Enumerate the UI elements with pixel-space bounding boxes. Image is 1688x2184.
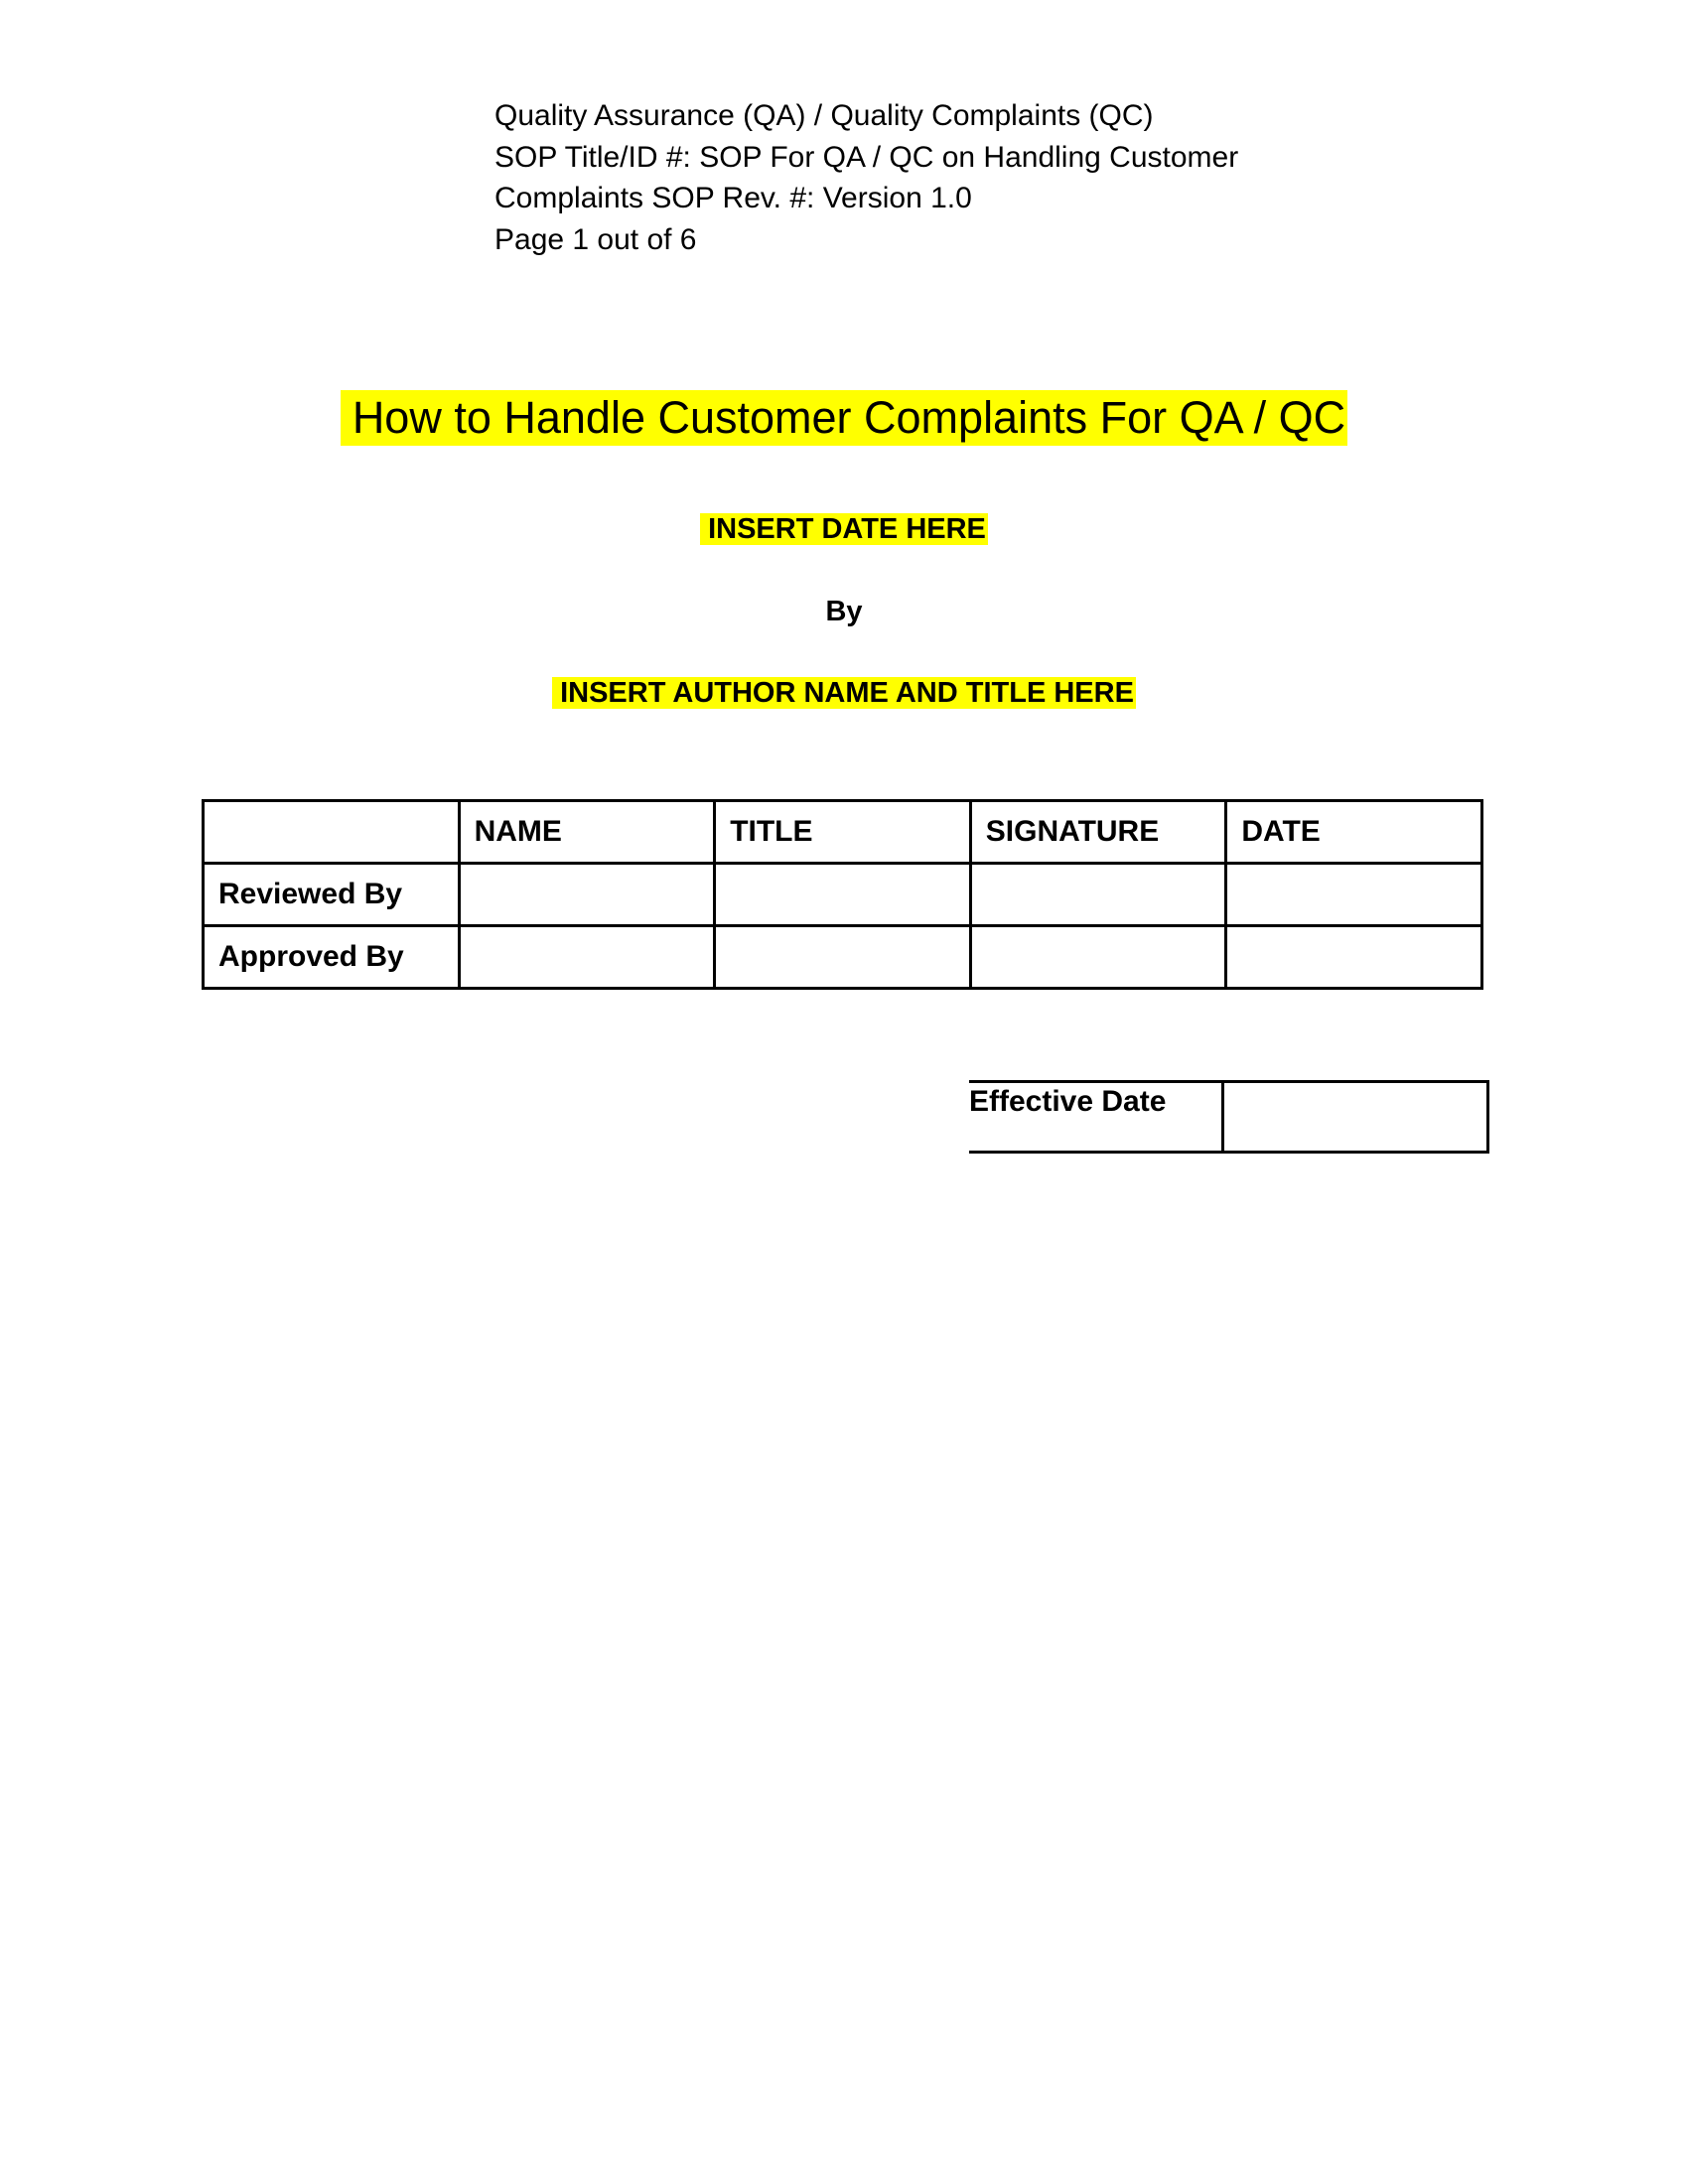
table-row-approved xyxy=(204,926,1482,989)
reviewed-date-cell[interactable] xyxy=(1226,864,1482,926)
author-placeholder[interactable]: INSERT AUTHOR NAME AND TITLE HERE xyxy=(552,677,1136,709)
by-label: By xyxy=(825,596,863,627)
approved-title-cell[interactable] xyxy=(715,926,971,989)
title-wrapper xyxy=(0,390,1688,446)
header-cell-title: TITLE xyxy=(715,801,971,864)
effective-date-row xyxy=(969,1082,1488,1153)
header-cell-blank xyxy=(204,801,460,864)
approved-name-cell[interactable] xyxy=(459,926,715,989)
date-line xyxy=(0,509,1688,549)
reviewed-name-cell[interactable] xyxy=(459,864,715,926)
author-line xyxy=(0,673,1688,713)
effective-date-label: Effective Date xyxy=(969,1082,1223,1153)
row-label-approved-by: Approved By xyxy=(204,926,460,989)
reviewed-signature-cell[interactable] xyxy=(970,864,1226,926)
header-line-department: Quality Assurance (QA) / Quality Complaints (QC) xyxy=(494,99,1154,132)
effective-date-table xyxy=(969,1080,1489,1154)
approved-signature-cell[interactable] xyxy=(970,926,1226,989)
reviewed-title-cell[interactable] xyxy=(715,864,971,926)
header-line-sop-title: SOP Title/ID #: SOP For QA / QC on Handling Customer xyxy=(494,140,1239,174)
approval-signature-table xyxy=(202,799,1483,990)
table-row-reviewed xyxy=(204,864,1482,926)
row-label-reviewed-by: Reviewed By xyxy=(204,864,460,926)
header-cell-signature: SIGNATURE xyxy=(970,801,1226,864)
header-cell-date: DATE xyxy=(1226,801,1482,864)
effective-date-value[interactable] xyxy=(1223,1082,1488,1153)
date-placeholder[interactable]: INSERT DATE HERE xyxy=(700,513,988,545)
header-cell-name: NAME xyxy=(459,801,715,864)
header-line-page-count: Page 1 out of 6 xyxy=(494,222,697,256)
document-header xyxy=(494,95,1309,260)
approved-date-cell[interactable] xyxy=(1226,926,1482,989)
document-title: How to Handle Customer Complaints For QA / QC xyxy=(341,390,1347,446)
table-header-row xyxy=(204,801,1482,864)
header-line-revision: Complaints SOP Rev. #: Version 1.0 xyxy=(494,182,972,214)
